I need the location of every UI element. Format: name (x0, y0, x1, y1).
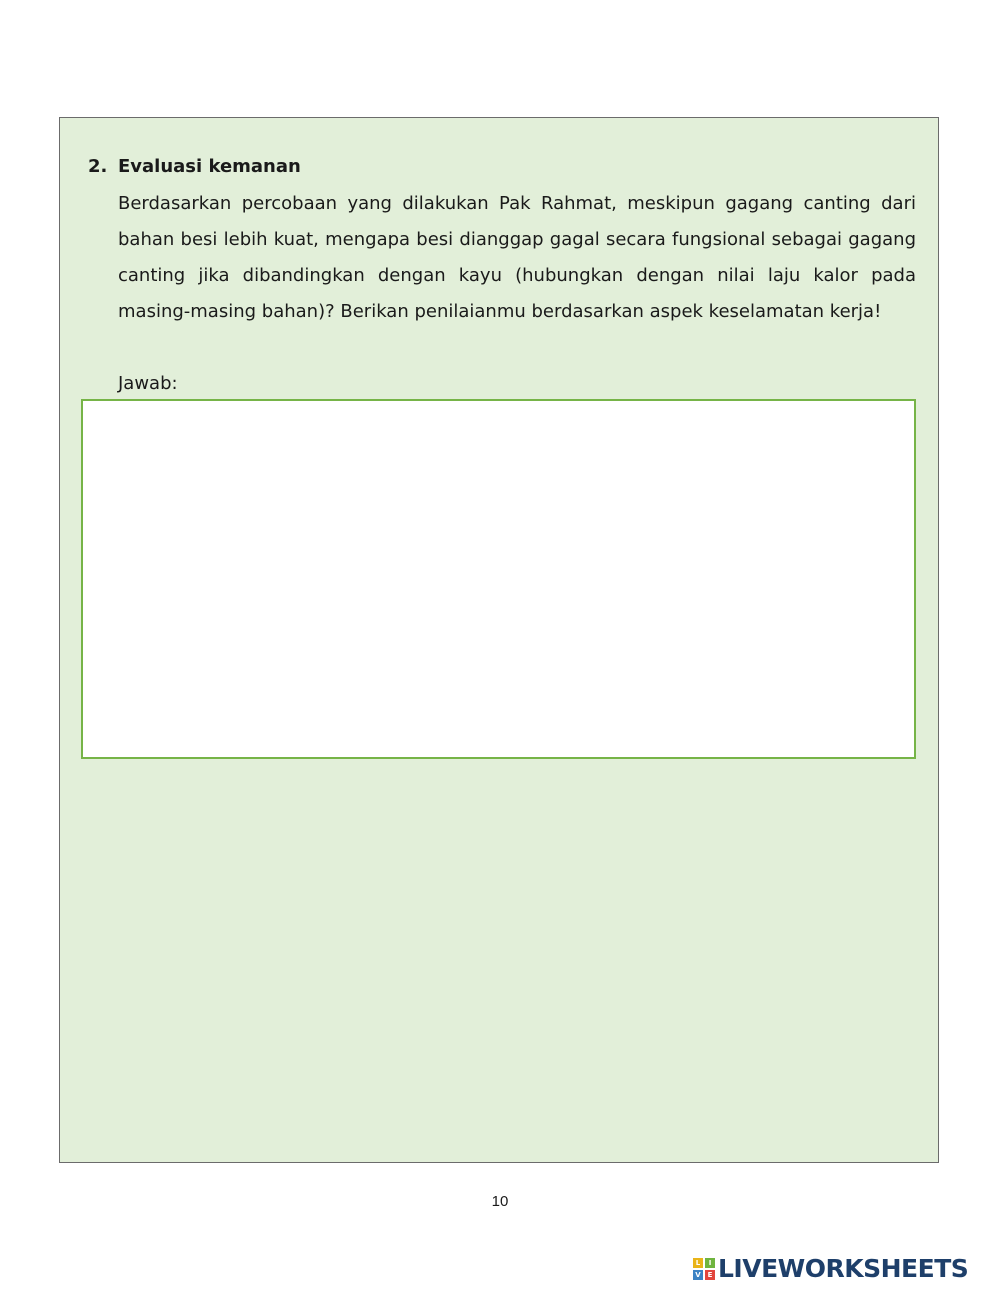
logo-tile-v: V (693, 1270, 703, 1280)
page-number: 10 (491, 1193, 509, 1210)
logo-mark-icon (693, 1258, 715, 1280)
question-title: Evaluasi kemanan (118, 156, 301, 177)
answer-label: Jawab: (118, 373, 178, 394)
question-text: Berdasarkan percobaan yang dilakukan Pak Rahmat, meskipun gagang canting dari bahan besi lebih kuat, mengapa besi dianggap gagal secara fungsional sebagai gagang canting jika dibandingkan dengan kayu (hubungkan dengan nilai laju kalor pada masing-masing bahan)? Berikan penilaianmu berdasarkan aspek keselamatan kerja! (118, 193, 916, 322)
question-number: 2. (88, 156, 108, 177)
brand-name: LIVEWORKSHEETS (718, 1254, 969, 1283)
answer-input[interactable] (81, 399, 916, 759)
logo-tile-l: L (693, 1258, 703, 1268)
liveworksheets-logo (693, 1253, 968, 1285)
logo-tile-i: I (705, 1258, 715, 1268)
logo-tile-e: E (705, 1270, 715, 1280)
